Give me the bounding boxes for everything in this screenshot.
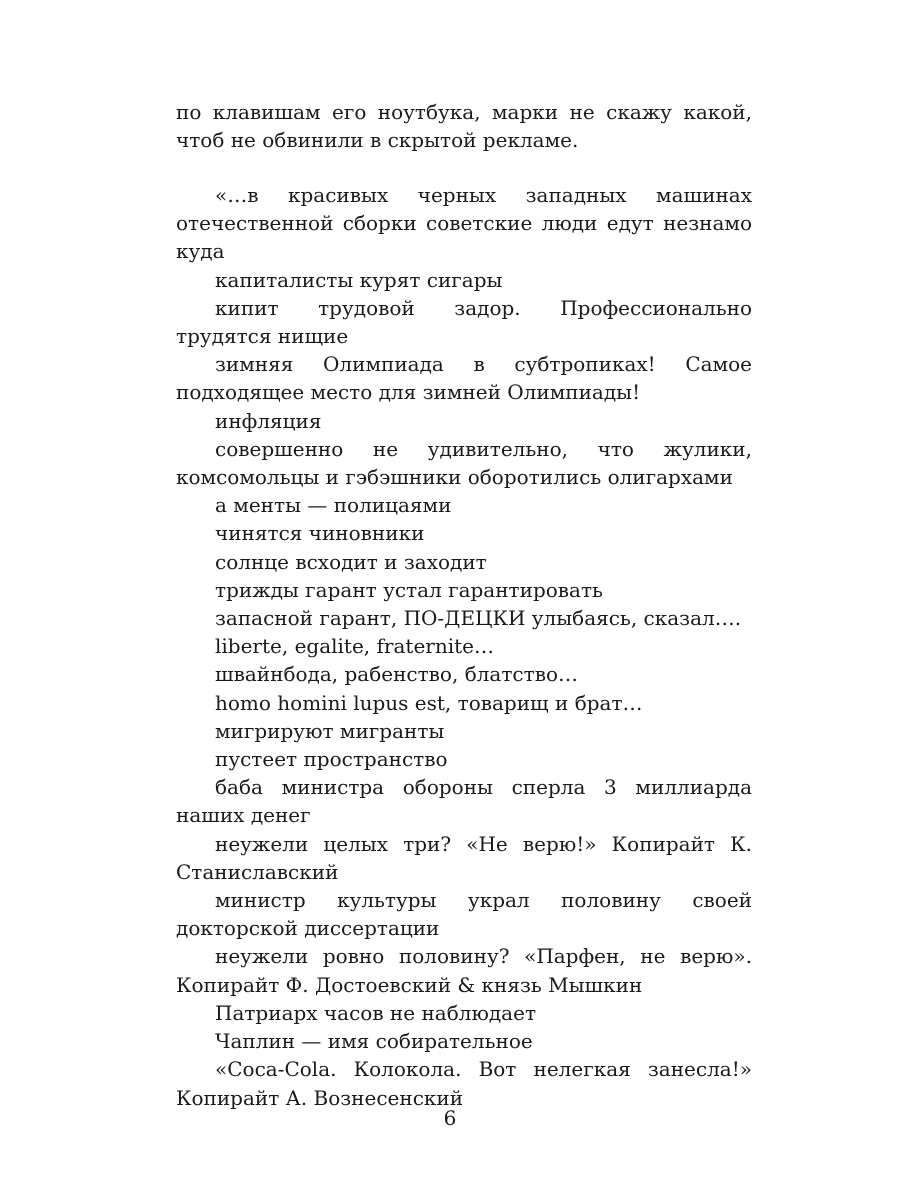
poem-line: Патриарх часов не наблюдает: [215, 1000, 537, 1025]
poem-line: неужели ровно половину? «Парфен, не верю». Копирайт Ф. Достоевский & князь Мышкин: [176, 944, 752, 997]
page-number: 6: [443, 1106, 457, 1130]
poem-line: запасной гарант, ПО-ДЕЦКИ улыбаясь, сказал….: [215, 606, 742, 631]
poem-line: homo homini lupus est, товарищ и брат…: [215, 690, 643, 715]
poem-line: а менты — полицаями: [215, 493, 452, 518]
opening-paragraph: по клавишам его ноутбука, марки не скажу какой, чтоб не обвинили в скрытой рекламе.: [176, 100, 752, 153]
poem-line: мигрируют мигранты: [215, 718, 445, 743]
poem-line: чинятся чиновники: [215, 521, 425, 546]
poem-line: неужели целых три? «Не верю!» Копирайт К. Станиславский: [176, 831, 752, 884]
poem-line: инфляция: [215, 408, 322, 433]
poem-line: совершенно не удивительно, что жулики, комсомольцы и гэбэшники оборотились олигархами: [176, 436, 752, 490]
poem-line: зимняя Олимпиада в субтропиках! Самое подходящее место для зимней Олимпиады!: [176, 352, 752, 405]
poem-line: «Coca-Cola. Колокола. Вот нелегкая занесла!» Копирайт А. Вознесенский: [176, 1057, 752, 1110]
poem-line: трижды гарант устал гарантировать: [215, 577, 603, 602]
poem-line: капиталисты курят сигары: [215, 267, 503, 292]
poem-line: баба министра обороны сперла 3 миллиарда наших денег: [176, 775, 752, 828]
poem-line: Чаплин — имя собирательное: [215, 1029, 533, 1054]
poem-line: солнце всходит и заходит: [215, 549, 487, 574]
poem-line: швайнбода, рабенство, блатство…: [215, 662, 578, 687]
poem-line: «…в красивых черных западных машинах отечественной сборки советские люди едут незнамо куда: [176, 183, 752, 264]
poem-line: liberte, egalite, fraternite…: [215, 634, 494, 659]
poem-line: пустеет пространство: [215, 747, 448, 772]
poem-line: кипит трудовой задор. Профессионально трудятся нищие: [176, 295, 752, 349]
poem-text: [176, 181, 752, 1112]
poem-line: министр культуры украл половину своей докторской диссертации: [176, 888, 752, 941]
opening-text: [176, 98, 752, 154]
